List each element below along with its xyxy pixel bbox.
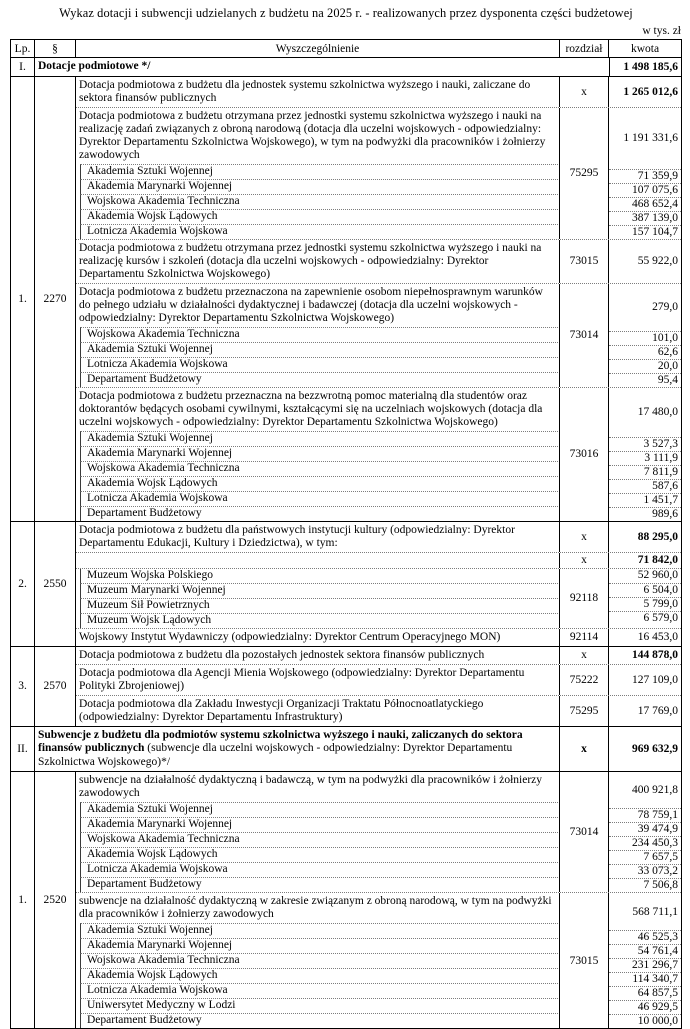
section-label-suffix: (subwencje dla uczelni wojskowych - odpowiedzialny: Dyrektor Departamentu Szkolnictwa Wojskowego)*/ — [38, 742, 513, 768]
block-main — [76, 629, 560, 646]
subrow-amount: 46 525,3 — [609, 930, 681, 944]
block-row — [76, 647, 681, 664]
subrow-label: Departament Budżetowy — [80, 506, 560, 521]
section-label-main: Dotacje podmiotowe */ — [38, 60, 151, 72]
subrow-label: Akademia Wojsk Lądowych — [80, 968, 560, 983]
subrow-label: Akademia Sztuki Wojennej — [80, 342, 560, 357]
subrow-amount: 7 506,8 — [609, 878, 681, 892]
section-lp: I. — [11, 58, 35, 76]
subrow-label: Akademia Marynarki Wojennej — [80, 179, 560, 194]
header-paragraph: § — [35, 40, 76, 57]
section-row — [11, 58, 681, 77]
block-row — [76, 107, 681, 239]
section-label — [35, 58, 609, 76]
subrow-amount: 46 929,5 — [609, 1000, 681, 1014]
amount-cell: 279,0 — [652, 301, 678, 313]
amount-column — [609, 696, 681, 726]
subrow-amount: 10 000,0 — [609, 1014, 681, 1028]
block-main — [76, 665, 560, 695]
amount-column — [609, 284, 681, 387]
section-lp: II. — [11, 727, 35, 772]
description-cell: Dotacja podmiotowa z budżetu otrzymana przez jednostki systemu szkolnictwa wyższego i nauki na realizację zadań związanych z obroną narodową (dotacja dla uczelni wojskowych - odpowiedzialny: Dyrektor Departamentu Szkolnictwa Wojskowego), w tym na podwyżki dla pracowników i żołnierzy zawodowych — [79, 109, 546, 161]
section-label-main: Subwencje z budżetu dla podmiotów systemu szkolnictwa wyższego i nauki, zaliczanych do sektora finansów publicznych — [38, 728, 523, 754]
subrow-amount: 3 111,9 — [609, 451, 681, 465]
subrow-amount: 7 811,9 — [609, 465, 681, 479]
subrow-amount: 6 504,0 — [609, 583, 681, 597]
subrow-label: Wojskowa Akademia Techniczna — [80, 832, 560, 847]
subrow-label: Akademia Wojsk Lądowych — [80, 476, 560, 491]
subrow-amount: 387 139,0 — [609, 211, 681, 225]
description-cell: Dotacja podmiotowa dla Zakładu Inwestycji Organizacji Traktatu Północnoatlatyckiego (odpowiedzialny: Dyrektor Departamentu Infrastruktury) — [79, 697, 484, 723]
description-cell — [76, 553, 560, 568]
subrow-label: Akademia Sztuki Wojennej — [80, 164, 560, 179]
subrow-amount: 468 652,4 — [609, 197, 681, 211]
subrow-amount: 114 340,7 — [609, 972, 681, 986]
amount-column — [609, 647, 681, 664]
description-cell: subwencje na działalność dydaktyczną i badawczą, w tym na podwyżki dla pracowników i żołnierzy zawodowych — [79, 774, 543, 799]
block-main — [76, 553, 560, 568]
subrow-amount: 95,4 — [609, 373, 681, 387]
description-cell: Dotacja podmiotowa z budżetu przeznaczna na bezzwrotną pomoc materialną dla studentów oraz doktorantów będących osobami cywilnymi, kształcącymi się na uczelniach wojskowych (dotacja dla uczelni wojskowych - odpowiedzialny: Dyrektor Departamentu Szkolnictwa Wojskowego) — [79, 389, 543, 428]
rozdzial-cell: x — [559, 647, 609, 664]
group-row — [11, 522, 681, 647]
group-blocks — [76, 772, 681, 1028]
subrow-amount: 3 527,3 — [609, 437, 681, 451]
block-main — [76, 284, 560, 387]
table-body — [11, 58, 681, 1028]
subrow-label: Akademia Sztuki Wojennej — [80, 431, 560, 446]
block-row — [76, 283, 681, 387]
amount-column — [609, 553, 681, 568]
group-paragraph: 2570 — [35, 647, 76, 726]
budget-table — [10, 39, 682, 1029]
subrow-label: Muzeum Marynarki Wojennej — [80, 583, 560, 598]
amount-cell: 71 842,0 — [637, 554, 678, 566]
subrow-amount: 52 960,0 — [637, 568, 678, 581]
block-row — [76, 695, 681, 726]
page-title: Wykaz dotacji i subwencji udzielanych z budżetu na 2025 r. - realizowanych przez dysponenta części budżetowej — [59, 6, 633, 20]
block-row — [76, 664, 681, 695]
subrow-amount: 71 359,9 — [609, 169, 681, 183]
subrow-label: Akademia Marynarki Wojennej — [80, 938, 560, 953]
description-cell: subwencje na działalność dydaktyczną w zakresie związanym z obroną narodową, w tym na podwyżki dla pracowników i żołnierzy zawodowych — [79, 895, 552, 920]
amount-column — [609, 665, 681, 695]
table-header-row — [11, 40, 681, 58]
subrow-amount: 6 579,0 — [609, 611, 681, 625]
header-description: Wyszczególnienie — [275, 42, 360, 55]
amount-cell: 17 480,0 — [637, 406, 678, 418]
group-row — [11, 647, 681, 727]
section-label — [35, 727, 560, 772]
amount-cell: 1 265 012,6 — [623, 85, 678, 98]
amount-column — [609, 893, 681, 1028]
rozdzial-cell: x — [559, 522, 609, 552]
subrow-label: Muzeum Sił Powietrznych — [80, 598, 560, 613]
block-main — [76, 696, 560, 726]
rozdzial-cell: 75295 — [559, 696, 609, 726]
subrow-amount: 33 073,2 — [609, 864, 681, 878]
description-cell: Dotacja podmiotowa z budżetu dla jednostek systemu szkolnictwa wyższego i nauki, zaliczane do sektora finansów publicznych — [79, 78, 531, 104]
rozdzial-cell: 75295 — [559, 108, 609, 239]
section-row — [11, 727, 681, 773]
block-row — [76, 568, 681, 628]
description-cell: Dotacja podmiotowa z budżetu dla pozostałych jednostek sektora finansów publicznych — [79, 648, 485, 661]
amount-column — [609, 569, 681, 628]
amount-column — [609, 772, 681, 892]
subrow-amount: 64 857,5 — [609, 986, 681, 1000]
subrow-amount: 5 799,0 — [609, 597, 681, 611]
subrow-label: Lotnicza Akademia Wojskowa — [80, 983, 560, 998]
subrow-label: Akademia Marynarki Wojennej — [80, 446, 560, 461]
rozdzial-cell: 73016 — [559, 388, 609, 521]
amount-cell: 16 453,0 — [637, 631, 678, 643]
block-main — [76, 240, 560, 283]
subrow-label: Wojskowa Akademia Techniczna — [80, 194, 560, 209]
header-kwota: kwota — [630, 42, 660, 55]
amount-column — [609, 108, 681, 239]
block-main — [76, 893, 560, 1028]
subrow-amount: 234 450,3 — [609, 836, 681, 850]
amount-cell: 1 191 331,6 — [623, 132, 678, 144]
amount-cell: 127 109,0 — [632, 673, 678, 686]
amount-cell: 55 922,0 — [637, 255, 678, 267]
subrow-label: Wojskowa Akademia Techniczna — [80, 327, 560, 342]
rozdzial-cell: 92118 — [559, 569, 609, 628]
amount-cell: 568 711,1 — [632, 905, 678, 918]
group-paragraph: 2550 — [35, 522, 76, 646]
subrow-label: Wojskowa Akademia Techniczna — [80, 953, 560, 968]
section-kwota-cell: 969 632,9 — [632, 742, 678, 755]
subrow-label: Departament Budżetowy — [80, 1013, 560, 1028]
section-rozdzial-cell: x — [559, 727, 609, 772]
subrow-amount: 157 104,7 — [609, 225, 681, 239]
subrow-label: Departament Budżetowy — [80, 877, 560, 892]
subrow-label: Muzeum Wojsk Lądowych — [80, 613, 560, 628]
subrow-amount: 78 759,1 — [609, 808, 681, 822]
amount-column — [609, 77, 681, 107]
subrow-amount: 54 761,4 — [609, 944, 681, 958]
subrow-amount: 7 657,5 — [609, 850, 681, 864]
subrow-label: Wojskowa Akademia Techniczna — [80, 461, 560, 476]
block-row — [76, 522, 681, 552]
subrow-label: Departament Budżetowy — [80, 372, 560, 387]
subrow-amount: 101,0 — [609, 331, 681, 345]
rozdzial-cell: 92114 — [559, 629, 609, 646]
group-paragraph: 2520 — [35, 772, 76, 1028]
description-cell: Dotacja podmiotowa z budżetu przeznaczona na zapewnienie osobom niepełnosprawnym warunków do pełnego udziału w działalności dydaktycznej i badawczej (dotacja dla uczelni wojskowych - odpowiedzialny: Dyrektor Departamentu Szkolnictwa Wojskowego) — [79, 285, 543, 324]
subrow-label: Lotnicza Akademia Wojskowa — [80, 224, 560, 239]
rozdzial-cell: 73015 — [559, 240, 609, 283]
subrow-label: Akademia Sztuki Wojennej — [80, 802, 560, 817]
group-lp: 3. — [11, 647, 35, 726]
subrow-label: Akademia Marynarki Wojennej — [80, 817, 560, 832]
subrow-label: Muzeum Wojska Polskiego — [80, 569, 560, 583]
block-main — [76, 569, 560, 628]
rozdzial-cell: 73014 — [559, 284, 609, 387]
rozdzial-cell: x — [559, 77, 609, 107]
subrow-label: Lotnicza Akademia Wojskowa — [80, 357, 560, 372]
rozdzial-cell: 73015 — [559, 893, 609, 1028]
description-cell: Dotacja podmiotowa z budżetu otrzymana przez jednostki systemu szkolnictwa wyższego i nauki na realizację kursów i szkoleń (dotacja dla uczelni wojskowych - odpowiedzialny: Dyrektor Departamentu Szkolnictwa Wojskowego) — [79, 241, 542, 280]
subrow-label: Uniwersytet Medyczny w Lodzi — [80, 998, 560, 1013]
block-main — [76, 647, 560, 664]
subrow-amount: 587,6 — [609, 479, 681, 493]
group-paragraph: 2270 — [35, 77, 76, 521]
block-main — [76, 108, 560, 239]
subrow-amount: 989,6 — [609, 507, 681, 521]
subrow-label: Akademia Sztuki Wojennej — [80, 923, 560, 938]
subrow-amount: 20,0 — [609, 359, 681, 373]
header-rozdzial: rozdział — [559, 40, 609, 57]
subrow-label: Lotnicza Akademia Wojskowa — [80, 862, 560, 877]
group-blocks — [76, 647, 681, 726]
block-main — [76, 772, 560, 892]
group-row — [11, 77, 681, 522]
amount-column — [609, 240, 681, 283]
block-row — [76, 77, 681, 107]
amount-cell: 400 921,8 — [632, 784, 678, 796]
description-cell: Wojskowy Instytut Wydawniczy (odpowiedzialny: Dyrektor Centrum Operacyjnego MON) — [79, 630, 501, 643]
amount-cell: 88 295,0 — [637, 530, 678, 543]
block-main — [76, 77, 560, 107]
subrow-label: Lotnicza Akademia Wojskowa — [80, 491, 560, 506]
header-lp: Lp. — [11, 40, 35, 57]
subrow-amount: 1 451,7 — [609, 493, 681, 507]
block-row — [76, 387, 681, 521]
amount-column — [609, 522, 681, 552]
rozdzial-cell: x — [559, 553, 609, 568]
group-row — [11, 772, 681, 1028]
unit-note: w tys. zł — [642, 25, 681, 37]
block-row — [76, 552, 681, 568]
section-kwota-cell: 1 498 185,6 — [609, 58, 681, 76]
group-blocks — [76, 522, 681, 646]
subrow-amount: 39 474,9 — [609, 822, 681, 836]
group-lp: 1. — [11, 77, 35, 521]
group-lp: 1. — [11, 772, 35, 1028]
block-main — [76, 522, 560, 552]
block-row — [76, 628, 681, 646]
block-row — [76, 892, 681, 1028]
description-cell: Dotacja podmiotowa dla Agencji Mienia Wojskowego (odpowiedzialny: Dyrektor Departamentu Polityki Zbrojeniowej) — [79, 666, 525, 692]
subrow-amount: 62,6 — [609, 345, 681, 359]
amount-column — [609, 629, 681, 646]
subrow-amount: 231 296,7 — [609, 958, 681, 972]
block-main — [76, 388, 560, 521]
rozdzial-cell: 73014 — [559, 772, 609, 892]
rozdzial-cell: 75222 — [559, 665, 609, 695]
group-lp: 2. — [11, 522, 35, 646]
block-row — [76, 239, 681, 283]
amount-cell: 144 878,0 — [632, 649, 678, 661]
subrow-amount: 107 075,6 — [609, 183, 681, 197]
block-row — [76, 772, 681, 892]
subrow-label: Akademia Wojsk Lądowych — [80, 209, 560, 224]
amount-cell: 17 769,0 — [637, 704, 678, 717]
subrow-label: Akademia Wojsk Lądowych — [80, 847, 560, 862]
amount-column — [609, 388, 681, 521]
group-blocks — [76, 77, 681, 521]
description-cell: Dotacja podmiotowa z budżetu dla państwowych instytucji kultury (odpowiedzialny: Dyrektor Departamentu Edukacji, Kultury i Dziedzictwa), w tym: — [79, 523, 515, 549]
